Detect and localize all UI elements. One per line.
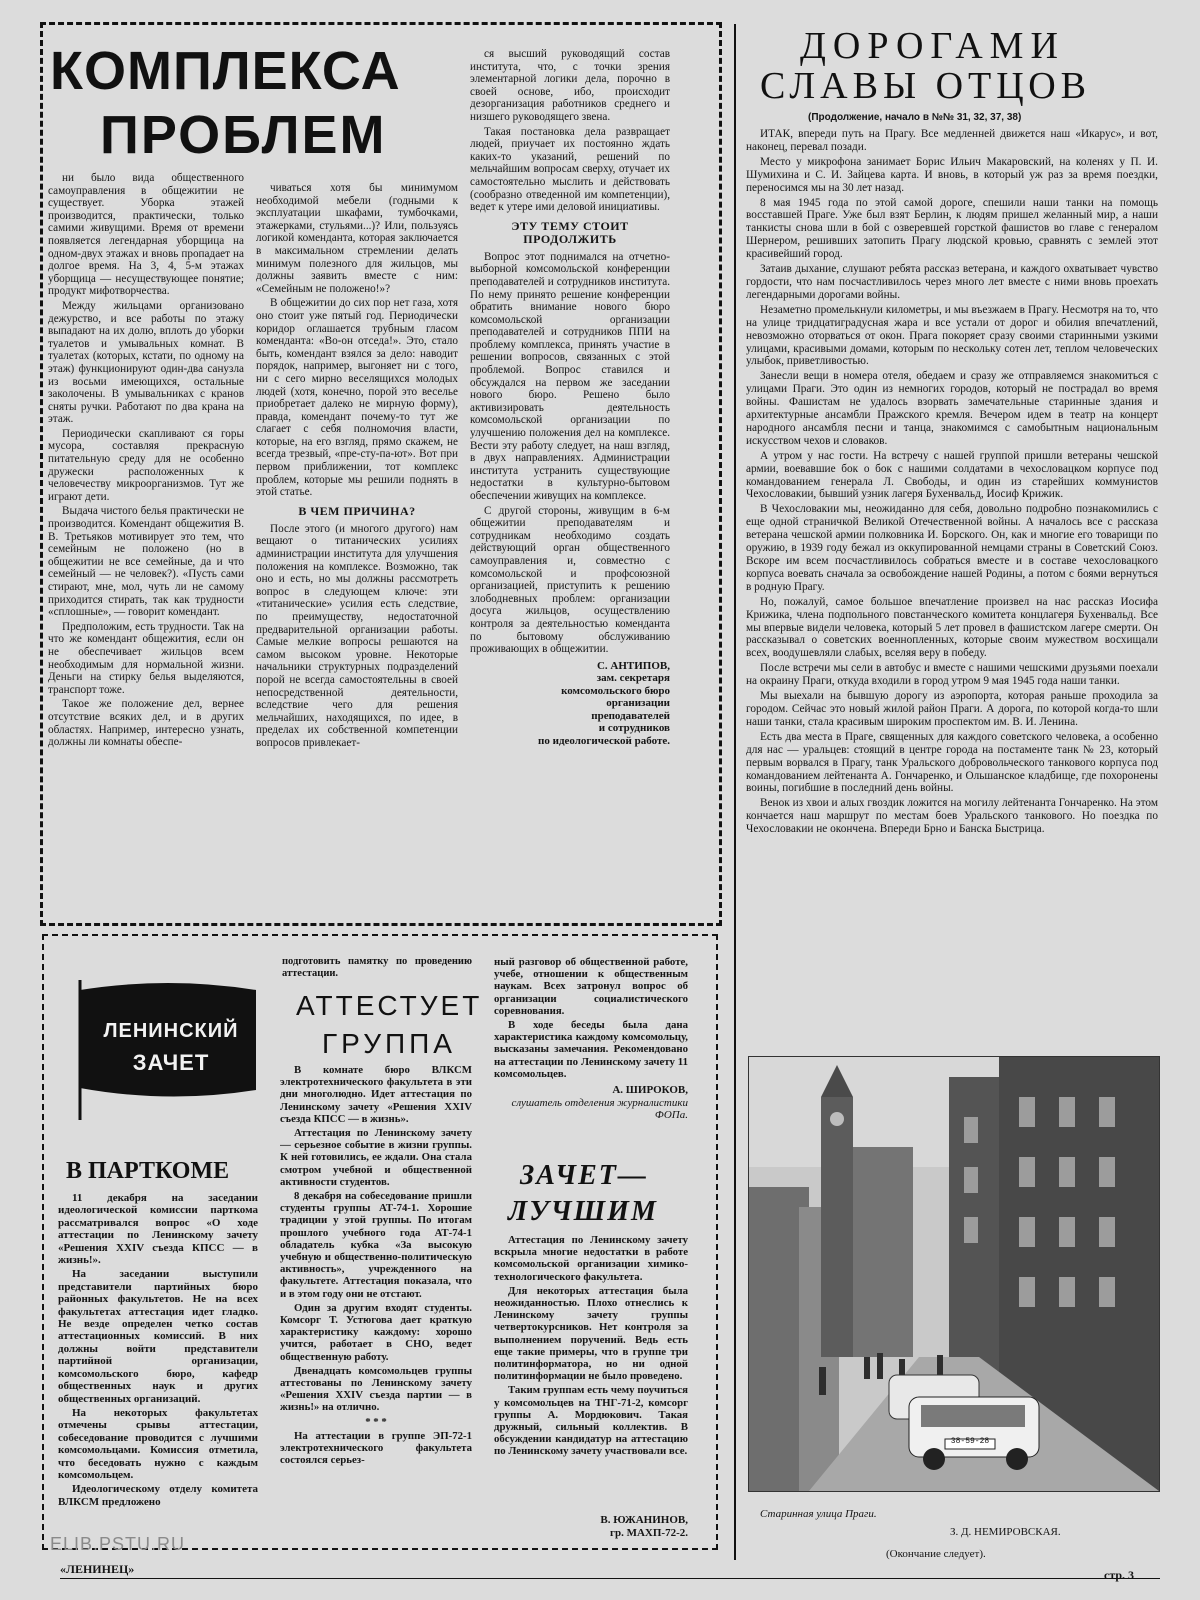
prague-street-illustration — [749, 1057, 1159, 1491]
main-article-column-3 — [470, 48, 670, 912]
travel-article-body — [746, 128, 1158, 1040]
source-watermark: ELIB.PSTU.RU — [50, 1534, 186, 1554]
signature-line: по идеологической работе. — [538, 734, 670, 747]
prague-street-photo — [748, 1056, 1160, 1492]
signature-line: С. АНТИПОВ, — [596, 659, 670, 672]
paragraph: В Чехословакии мы, неожиданно для себя, довольно подробно познакомились с еще одной страничкой Великой Отечественной войны. А началось все с рассказа ветерана чешской армии полковника И. Борского. Он, как и многие его товарищи по оружию, в 1939 году бежал из оккупированной немцами страны в Советский Союз. Вскоре им всем посчастливилось собраться вместе и в составе чехословацкого корпуса воевать сначала за освобождение нашей Родины, а потом с боями вернуться в родную Прагу. — [746, 503, 1158, 593]
zachet-title-line2: ЛУЧШИМ — [508, 1196, 658, 1227]
paragraph: Между жильцами организовано дежурство, и все работы по этажу выпадают на их долю, вплоть до уборки туалетов и умывальных комнат. В туалетах (которых, кстати, по одному на этаж) функционируют один-два санузла из восьми имеющихся, остальные заколочены. В умывальниках с кранов сняты ручки. Работают по два крана на этаж. — [48, 299, 244, 426]
paragraph: Такое же положение дел, вернее отсутствие всяких дел, и в других областях. Например, интересно узнать, должны ли комнаты обеспе- — [48, 698, 244, 749]
paragraph: В общежитии до сих пор нет газа, хотя оно стоит уже пятый год. Периодически коридор оглашается трубным гласом коменданта: «Во-он отседа!». Это, стало быть, комендант взялся за дело: наводит порядок, например, выгоняет ни с того, ни с сего мирно веселящихся молодых людей (хотя, конечно, порой это веселье приобретает далеко не мирную форму), правда, комендант почему-то тут же слагает с себя полномочия власти, которые, на его взгляд, прямо скажем, не всегда трезвый, «пре-сту-па-ют». Вот при первом приближении, тот комплекс проблем, которые мы решили поднять в этой статье. — [256, 297, 458, 499]
paragraph: Двенадцать комсомольцев группы аттестованы по Ленинскому зачету «Решения XXIV съезда партии — в жизнь!» на отлично. — [280, 1364, 472, 1414]
newspaper-name: «ЛЕНИНЕЦ» — [60, 1562, 135, 1576]
column-divider — [734, 24, 736, 1560]
banner-line2: ЗАЧЕТ — [132, 1050, 210, 1075]
paragraph: Вопрос этот поднимался на отчетно-выборной комсомольской конференции преподавателей и сотрудников института. По нему принято решение конференции обратить внимание нового бюро комсомольской организации преподавателей и сотрудников ППИ на проблему комплекса, принять участие в решении вопросов, связанных с этой проблемой. Вопрос ставился и обсуждался на первом же заседании нового бюро. Решено было активизировать деятельность комсомольской организации по улучшению положения дел на комплексе. Вести эту работу следует, на наш взгляд, в двух направлениях. Администрации института устранить существующие недостатки в культурно-бытовом обеспечении живущих на комплексе. — [470, 250, 670, 502]
paragraph: В ходе беседы была дана характеристика каждому комсомольцу, высказаны замечания. Рекомендовано на аттестации по Ленинскому зачету 11 комсомольцев. — [494, 1019, 688, 1080]
paragraph: Есть два места в Праге, священных для каждого советского человека, а особенно для нас — уральцев: стоящий в центре города на постаменте танк № 23, который первым ворвался в Прагу, танк Уральского добровольческого танкового корпуса под командованием лейтенанта А. Гончаренко, и Ольшанское кладбище, где похоронены воины, погибшие в последний день войны. — [746, 730, 1158, 795]
author-signature — [494, 1084, 688, 1122]
main-article-title-line2: ПРОБЛЕМ — [100, 105, 387, 165]
paragraph: Периодически скапливают ся горы мусора, составляя прекрасную питательную среду для не особенно дружески расположенных к человечеству микроорганизмов. Тут же играют дети. — [48, 427, 244, 503]
author-signature — [470, 660, 670, 748]
travel-title-line1: ДОРОГАМИ — [800, 25, 1065, 67]
attestuet-lead — [282, 956, 472, 986]
main-article-title-line1: КОМПЛЕКСА — [50, 41, 401, 101]
partkom-body — [58, 1192, 258, 1532]
page-number: стр. 3 — [1104, 1568, 1135, 1582]
paragraph: Венок из хвои и алых гвоздик ложится на могилу лейтенанта Гончаренко. На этом кончается наш маршрут по местам боев Уральского танкового. Но поездка по Чехословакии не окончена. Впереди Брно и Банска Быстрица. — [746, 797, 1158, 836]
attestuet-title-line2: ГРУППА — [322, 1028, 456, 1059]
paragraph: На заседании выступили представители партийных бюро районных факультетов. Не на всех факультетах аттестация идет гладко. Не везде определен четко состав аттестационных комиссий. В них должны войти представители партийной организации, комсомольского бюро, кафедр общественных наук и других общественных организаций. — [58, 1268, 258, 1405]
paragraph: После этого (и многого другого) нам вещают о титанических усилиях администрации института для улучшения положения на комплексе. Возможно, так оно и есть, но мы должны рассмотреть вопрос в следующем ключе: эти «титанические» усилия есть следствие, по преимуществу, недостаточной предварительной организации работы. Самые мелкие вопросы решаются на самом высоком уровне. Некоторые начальники структурных подразделений порой не всегда самостоятельны в своей непосредственной деятельности, вследствие чего для решения мельчайших, находящихся, по идее, в пределах их собственной компетенции вопросов привлекает- — [256, 522, 458, 749]
attestuet-body — [280, 1064, 472, 1534]
paragraph: ИТАК, впереди путь на Прагу. Все медленней движется наш «Икарус», и вот, наконец, перевал позади. — [746, 128, 1158, 153]
main-article-column-1 — [48, 172, 244, 912]
paragraph: Такая постановка дела развращает людей, приучает их постоянно ждать каких-то указаний, решений по мельчайшим вопросам сверху, отучает их самостоятельно мыслить и действовать (сообразно отведенной им компетенции), ведет к утере ими деловой инициативы. — [470, 125, 670, 214]
paragraph: 8 мая 1945 года по этой самой дороге, спешили наши танки на помощь восставшей Праге. Уже был взят Берлин, к людям пришел желанный мир, а наши танкисты снова шли в бой с озверевшей горсткой фашистов во главе с генералом Шернером, решивших затопить Прагу людской кровью, сравнять с землей этот красивейший город. — [746, 196, 1158, 261]
signature-line: преподавателей — [591, 709, 670, 722]
subheading: ЭТУ ТЕМУ СТОИТ ПРОДОЛЖИТЬ — [511, 218, 629, 246]
license-plate: 38-59-28 — [950, 1437, 990, 1446]
footer-rule — [60, 1578, 1160, 1579]
paragraph: Идеологическому отделу комитета ВЛКСМ предложено — [58, 1483, 258, 1508]
flag-icon — [58, 976, 268, 1120]
paragraph: Аттестация по Ленинскому зачету вскрыла многие недостатки в работе комсомольской организации химико-технологического факультета. — [494, 1234, 688, 1283]
leninsky-zachet-banner — [58, 976, 268, 1120]
paragraph: Аттестация по Ленинскому зачету — серьезное событие в жизни группы. К ней готовились, ее ждали. Она стала смотром учебной и общественной активности студентов. — [280, 1127, 472, 1188]
paragraph: На аттестации в группе ЭП-72-1 электротехнического факультета состоялся серьез- — [280, 1429, 472, 1467]
paragraph: Место у микрофона занимает Борис Ильич Макаровский, на коленях у П. И. Шумихина и С. И. Зайцева карта. И вновь, в который уж раз за время поездки, переносимся мы на 30 лет назад. — [746, 155, 1158, 194]
to-be-continued: (Окончание следует). — [886, 1548, 986, 1560]
signature-line: комсомольского бюро — [561, 684, 670, 697]
attestuet-title-line1: АТТЕСТУЕТ — [296, 990, 483, 1021]
paragraph: ни было вида общественного самоуправления в общежитии не существует. Уборка этажей производится, практически, только самими живущими. Время от времени появляется легендарная уборщица на одном-двух этажах и вновь пропадает на долгое время. На 3, 4, 5-м этажах уборщица — несуществующее понятие; продукт мифотворчества. — [48, 172, 244, 298]
paragraph: Незаметно промелькнули километры, и мы въезжаем в Прагу. Несмотря на то, что на улице тридцатиградусная жара и все устали от дорог и обилия впечатлений, невозможно оторваться от окон. Прага покоряет сразу своими старинными узкими улицами, красивыми домами, которым по нескольку сотен лет, теплом человеческих улыбок, приветливостью. — [746, 303, 1158, 368]
section-divider: * * * — [365, 1415, 387, 1428]
banner-line1: ЛЕНИНСКИЙ — [103, 1020, 239, 1042]
paragraph: Занесли вещи в номера отеля, обедаем и сразу же отправляемся знакомиться с улицами Праги. Это один из немногих городов, который не пострадал во время войны. Фашистам не удалось взорвать замечательные старинные здания и архитектурные ансамбли Пражского кремля. Вечером идем в театр на концерт народного ансамбля песни и танца, знакомимся с самобытным национальным искусством чехов и словаков. — [746, 370, 1158, 447]
subheading: В ЧЕМ ПРИЧИНА? — [298, 503, 416, 518]
photo-credit: З. Д. НЕМИРОВСКАЯ. — [950, 1526, 1061, 1538]
paragraph: ный разговор об общественной работе, учебе, отношении к общественным наукам. Всех затронул вопрос об организации социалистического соревнования. — [494, 956, 688, 1017]
continuation-note: (Продолжение, начало в №№ 31, 32, 37, 38) — [808, 112, 1022, 123]
paragraph: С другой стороны, живущим в 6-м общежитии преподавателям и сотрудникам необходимо создать действующий орган общественного самоуправления и, совместно с комсомольской и профсоюзной организацией, приступить к решению злободневных проблем: организации досуга жильцов, осуществлению контроля за деятельностью коменданта по бытовому обслуживанию проживающих в общежитии. — [470, 504, 670, 656]
attestuet-column-2 — [494, 956, 688, 1146]
zachet-title-line1: ЗАЧЕТ— — [520, 1160, 648, 1191]
signature-line: зам. секретаря — [596, 672, 670, 685]
zachet-signature — [494, 1514, 688, 1539]
paragraph: На некоторых факультетах отмечены срывы аттестации, собеседование проводится с лучшими комсомольцами. Комиссия отметила, что беседовать нужно с каждым комсомольцем. — [58, 1406, 258, 1481]
paragraph: В комнате бюро ВЛКСМ электротехнического факультета в эти дни многолюдно. Идет аттестация по Ленинскому зачету «Решения XXIV съезда КПСС — в жизнь». — [280, 1064, 472, 1125]
partkom-title: В ПАРТКОМЕ — [66, 1158, 230, 1184]
paragraph: Таким группам есть чему поучиться у комсомольцев на ТНГ-71-2, комсорг группы А. Мордюкович. Такая дружный, сильный коллектив. В обсуждении кандидатур на аттестацию по Ленинскому зачету участвовали все. — [494, 1384, 688, 1458]
signature-line: гр. МАХП-72-2. — [609, 1526, 688, 1539]
zachet-body — [494, 1234, 688, 1506]
signature-line: и сотрудников — [598, 722, 670, 735]
paragraph: Предположим, есть трудности. Так на что же комендант общежития, если он не обеспечивает жильцов всем необходимым для нормальной жизни. Деньги на стирку белья выделяются, транспорт тоже. — [48, 620, 244, 696]
main-article-column-2 — [256, 182, 458, 912]
paragraph: Но, пожалуй, самое большое впечатление произвел на нас рассказ Иосифа Крижика, члена подпольного повстанческого комитета концлагеря Бухенвальд. Все мы впервые видели человека, который 5 лет провел в фашистском лагере смерти. Он рассказывал о советских военнопленных, которые своим мужеством восхищали всех, воодушевляли слабых, вселяя веру в победу. — [746, 595, 1158, 660]
paragraph: Один за другим входят студенты. Комсорг Т. Устюгова дает краткую характеристику каждому: хорошо учится, работает в СНО, ведет общественную работу. — [280, 1301, 472, 1363]
paragraph: 8 декабря на собеседование пришли студенты группы АТ-74-1. Хорошие традиции у этой группы. По итогам прошлого учебного года АТ-74-1 обладатель кубка «За высокую учебную и общественно-политическую активность», учрежденного на факультете. Аттестация показала, что и в этом году они не отстают. — [280, 1190, 472, 1300]
paragraph: А утром у нас гости. На встречу с нашей группой пришли ветераны чешской армии, воевавшие бок о бок с нашими солдатами в чехословацком корпусе под командованием генерала Л. Свободы, и один из старейших коммунистов Чехословакии, бывший узник лагеря Бухенвальд, Иосиф Крижик. — [746, 449, 1158, 501]
photo-caption: Старинная улица Праги. — [760, 1508, 877, 1520]
paragraph: Мы выехали на бывшую дорогу из аэропорта, которая раньше проходила за городом. Сейчас это новый жилой район Праги. А дорога, по которой когда-то шли наши танки, стала красивым широким проспектом им. В. И. Ленина. — [746, 690, 1158, 728]
signature-line: В. ЮЖАНИНОВ, — [600, 1514, 688, 1526]
signature-line: организации — [606, 697, 670, 710]
paragraph: ся высший руководящий состав института, что, с точки зрения элементарной логики дела, порочно в своей основе, ибо, происходит дезорганизация работников среднего и низшего руководящего звена. — [470, 48, 670, 123]
paragraph: После встречи мы сели в автобус и вместе с нашими чешскими друзьями поехали на окраину Праги, откуда входили в город утром 9 мая 1945 года наши танки. — [746, 662, 1158, 688]
paragraph: подготовить памятку по проведению аттестации. — [282, 956, 472, 979]
paragraph: Выдача чистого белья практически не производится. Комендант общежития В. В. Третьяков мотивирует это тем, что семейным не положено (но в общежитии не все семейные, да и что семейный — не человек?). «Пусть сами стирают, мне, мол, чуть ли не самому приходится стирать, так как трудности «сплошные», — говорит комендант. — [48, 505, 244, 619]
paragraph: Затаив дыхание, слушают ребята рассказ ветерана, и каждого охватывает чувство гордости, что нам посчастливилось через много лет вместе с ними вновь проехать легендарными дорогами войны. — [746, 263, 1158, 301]
paragraph: 11 декабря на заседании идеологической комиссии парткома рассматривался вопрос «О ходе аттестации по Ленинскому зачету «Решения XXIV съезда КПСС — в жизнь!». — [58, 1192, 258, 1267]
paragraph: Для некоторых аттестация была неожиданностью. Плохо отнеслись к Ленинскому зачету группы четвертокурсников. Нет контроля за выполнением поручений. Ведь есть еще такие примеры, что в группе три политинформатора, но ни одной политинформации не было проведено. — [494, 1284, 688, 1383]
signature-line: слушатель отделения журналистики ФОПа. — [511, 1096, 688, 1122]
travel-title-line2: СЛАВЫ ОТЦОВ — [760, 65, 1091, 107]
signature-line: А. ШИРОКОВ, — [612, 1084, 688, 1097]
paragraph: чиваться хотя бы минимумом необходимой мебели (годными к эксплуатации шкафами, тумбочками, этажерками, стульями...)? Или, пользуясь логикой коменданта, которая заключается в максимальном стремлении делать минимум полезного для жильцов, мы должны заявить вместе с ним: «Семейным не положено!»? — [256, 182, 458, 295]
